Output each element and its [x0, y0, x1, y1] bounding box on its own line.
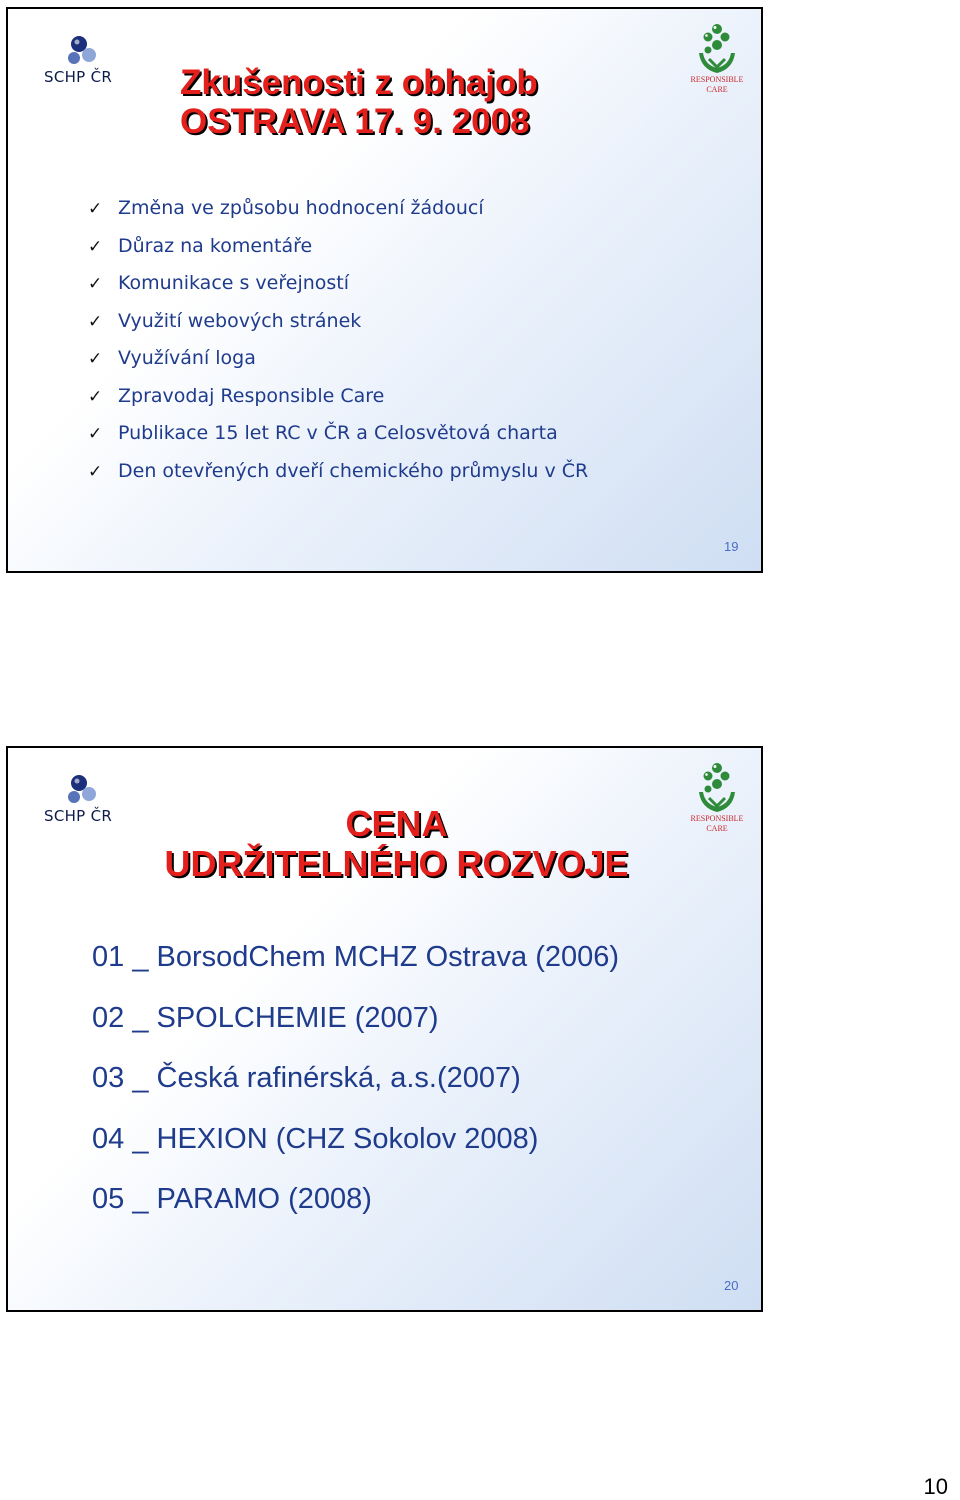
schp-molecule-icon — [62, 774, 106, 808]
list-item-text: Komunikace s veřejností — [118, 272, 350, 294]
checkmark-icon: ✓ — [88, 236, 103, 257]
rc-text-line2: CARE — [706, 824, 728, 833]
title-line-1: CENA — [345, 803, 448, 844]
page-number: 10 — [923, 1474, 948, 1499]
list-item: 01 _ BorsodChem MCHZ Ostrava (2006) — [92, 941, 620, 973]
list-item — [88, 385, 588, 423]
schp-logo-text: SCHP ČR — [44, 68, 113, 86]
slide-20 — [6, 746, 763, 1312]
list-item-text: Využívání loga — [118, 347, 256, 369]
schp-molecule-icon — [62, 35, 106, 69]
responsible-care-hands-icon — [695, 23, 739, 75]
slide-title — [8, 804, 765, 883]
list-item — [88, 310, 588, 348]
checkmark-icon: ✓ — [88, 424, 103, 444]
list-item-text: Zpravodaj Responsible Care — [118, 384, 385, 407]
slide-number: 20 — [724, 1278, 739, 1293]
title-line-1: Zkušenosti z obhajob — [180, 63, 538, 102]
slide-19 — [6, 7, 763, 573]
list-item — [88, 460, 588, 498]
list-item: 02 _ SPOLCHEMIE (2007) — [92, 1001, 439, 1034]
award-list — [92, 941, 619, 1244]
list-item-text: Důraz na komentáře — [118, 234, 313, 257]
checkmark-icon: ✓ — [88, 311, 103, 332]
list-item-text: Změna ve způsobu hodnocení žádoucí — [118, 197, 484, 219]
list-item — [88, 235, 588, 273]
bullet-list — [88, 197, 588, 497]
list-item: 04 _ HEXION (CHZ Sokolov 2008) — [92, 1122, 539, 1155]
list-item: 03 _ Česká rafinérská, a.s.(2007) — [92, 1062, 521, 1094]
title-line-2: OSTRAVA 17. 9. 2008 — [180, 101, 530, 141]
checkmark-icon: ✓ — [88, 274, 103, 294]
slide-title — [180, 64, 538, 141]
checkmark-icon: ✓ — [88, 199, 103, 219]
checkmark-icon: ✓ — [88, 349, 103, 369]
rc-text-line1: RESPONSIBLE — [690, 75, 744, 84]
slide-number: 19 — [724, 539, 739, 554]
rc-text-line2: CARE — [706, 85, 728, 94]
list-item — [88, 272, 588, 310]
list-item-text: Publikace 15 let RC v ČR a Celosvětová charta — [118, 422, 558, 444]
list-item — [88, 197, 588, 235]
list-item: 05 _ PARAMO (2008) — [92, 1183, 372, 1215]
responsible-care-logo — [680, 23, 754, 103]
list-item — [88, 422, 588, 460]
list-item-text: Využití webových stránek — [118, 309, 362, 332]
list-item-text: Den otevřených dveří chemického průmyslu v ČR — [118, 459, 589, 482]
checkmark-icon: ✓ — [88, 461, 103, 482]
checkmark-icon: ✓ — [88, 386, 103, 407]
schp-logo-text: SCHP ČR — [44, 807, 113, 825]
schp-logo — [44, 35, 124, 91]
title-line-2: UDRŽITELNÉHO ROZVOJE — [164, 842, 629, 884]
list-item — [88, 347, 588, 385]
rc-text-line1: RESPONSIBLE — [690, 814, 744, 823]
